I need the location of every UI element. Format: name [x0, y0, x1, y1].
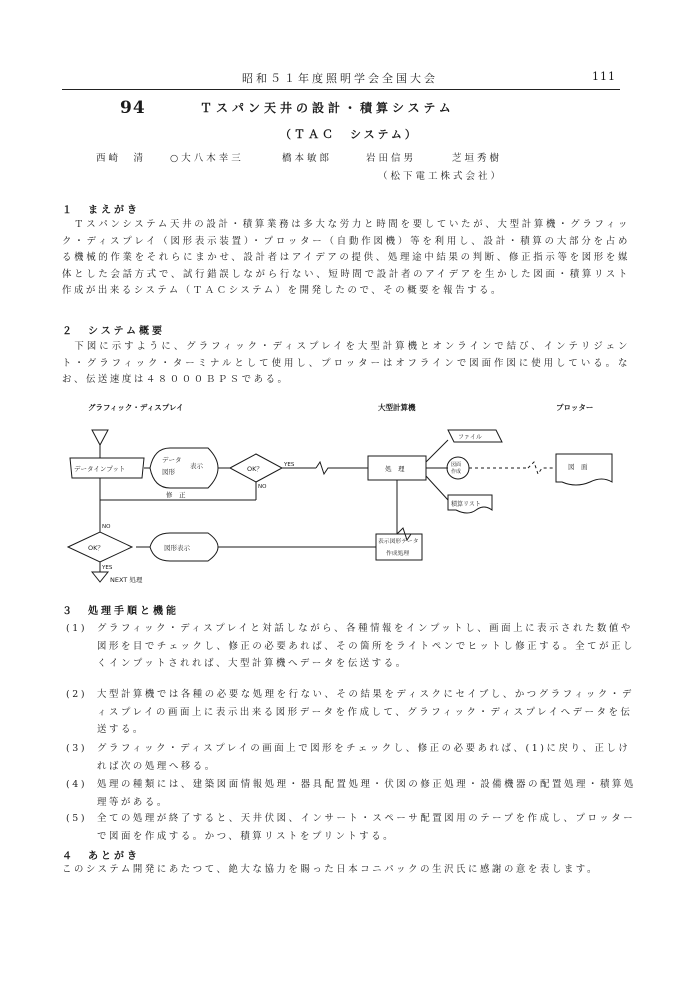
- diagram-fig-display: 図形表示: [164, 544, 190, 552]
- diagram-estimate-list: 積算リスト: [451, 501, 481, 508]
- author: ○大八木幸三: [170, 153, 244, 164]
- diagram-no-1: NO: [258, 484, 267, 490]
- author: 橋本敏郎: [282, 153, 333, 164]
- diagram-label-display: グラフィック・ディスプレイ: [88, 403, 184, 412]
- list-item-text: 大型計算機では各種の必要な処理を行ない、その結果をディスクにセイブし、かつグラフィック・ディスプレイの画面上に表示出来る図形データを作成して、グラフィック・ディスプレイへデータを伝送する。: [97, 689, 634, 735]
- diagram-file: ファイル: [458, 434, 482, 441]
- list-item: [66, 810, 642, 846]
- diagram-data-input: データインプット: [74, 465, 126, 473]
- paper-title: Ｔスパン天井の設計・積算システム: [200, 101, 455, 115]
- paper-number: 94: [120, 98, 146, 118]
- list-item-text: グラフィック・ディスプレイの画面上で図形をチェックし、修正の必要あれば、(1)に戻り、正しければ次の処理へ移る。: [97, 743, 631, 772]
- next-arrow-icon: [92, 572, 108, 582]
- list-item-number: (1): [66, 623, 88, 634]
- data-figure-display-shape: [150, 448, 218, 488]
- affiliation: （松下電工株式会社）: [378, 171, 504, 182]
- list-item-number: (3): [66, 743, 88, 754]
- diagram-label-plotter: プロッター: [556, 403, 594, 412]
- section-heading: ４ あとがき: [62, 851, 140, 862]
- diagram-label-computer: 大型計算機: [378, 403, 416, 412]
- diagram-correction: 修 正: [166, 491, 186, 499]
- system-flow-diagram: [58, 400, 628, 600]
- diagram-yes-1: YES: [284, 462, 295, 468]
- diagram-fig-data-create-2: 作成処理: [386, 551, 410, 557]
- section-paragraph: Ｔスパンシステム天井の設計・積算業務は多大な労力と時間を要していたが、大型計算機・グラフィック・ディスプレイ（図形表示装置）・プロッター（自動作図機）等を利用し、設計・積算の大部分を占める機械的作業をそれらにまかせ、設計者はアイデアの提供、処理途中結果の判断、修正指示等を図形を媒体とした会話方式で、試行錯誤しながら行ない、短時間で設計者のアイデアを生かした図面・積算リスト作成が出来るシステム（ＴＡＣシステム）を開発したので、その概要を報告する。: [62, 219, 630, 296]
- diagram-data-display-3: 表示: [190, 462, 203, 470]
- list-item: [66, 620, 642, 690]
- diagram-ok-2: OK？: [88, 544, 104, 552]
- conference-title: 昭和５１年度照明学会全国大会: [242, 72, 438, 85]
- diagram-fig-data-create-1: 表示図形データ: [378, 539, 419, 545]
- section-heading: ３ 処理手順と機能: [62, 606, 179, 617]
- diagram-drawing: 図 面: [568, 463, 588, 471]
- diagram-drawing-creation-1: 図面: [451, 462, 462, 468]
- drawing-creation-circle: [447, 457, 469, 479]
- author: 岩田信男: [366, 153, 417, 164]
- paper-subtitle: （ＴＡＣ システム）: [280, 128, 419, 141]
- diagram-yes-2: YES: [102, 565, 113, 571]
- section-heading: １ まえがき: [62, 205, 140, 216]
- diagram-drawing-creation-2: 作成: [451, 469, 462, 475]
- page-number: 111: [592, 70, 616, 83]
- diagram-data-display-1: データ: [162, 456, 182, 464]
- list-item: [66, 740, 642, 776]
- list-item-text: グラフィック・ディスプレイと対話しながら、各種情報をインプットし、画面上に表示された数値や図形を目でチェックし、修正の必要あれば、その箇所をライトペンでヒットし修正する。全てが正しくインプットされれば、大型計算機へデータを伝送する。: [97, 623, 636, 669]
- list-item-number: (2): [66, 689, 88, 700]
- header-rule: [62, 89, 620, 90]
- diagram-next: NEXT 処理: [110, 576, 143, 584]
- list-item-text: 処理の種類には、建築図面情報処理・器具配置処理・伏図の修正処理・設備機器の配置処理・積算処理等がある。: [97, 779, 636, 808]
- diagram-data-display-2: 図形: [162, 468, 175, 476]
- section-paragraph: このシステム開発にあたつて、絶大な協力を賜った日本コニパックの生沢氏に感謝の意を表します。: [62, 864, 600, 875]
- list-item: [66, 776, 642, 812]
- section-paragraph: 下図に示すように、グラフィック・ディスプレイを大型計算機とオンラインで結び、インテリジェント・グラフィック・ターミナルとして使用し、プロッターはオフラインで図面作図に使用している。なお、伝送速度は４８０００ＢＰＳである。: [62, 341, 630, 385]
- diagram-no-2: NO: [102, 524, 111, 530]
- list-item-number: (4): [66, 779, 88, 790]
- terminal-triangle-icon: [92, 430, 108, 445]
- section-heading: ２ システム概要: [62, 326, 165, 337]
- list-item-text: 全ての処理が終了すると、天井伏図、インサート・スペーサ配置図用のテープを作成し、プロッターで図面を作成する。かつ、積算リストをプリントする。: [97, 813, 636, 842]
- list-item-number: (5): [66, 813, 88, 824]
- list-item: [66, 686, 642, 742]
- author: 芝垣秀樹: [452, 153, 503, 164]
- diagram-process: 処 理: [385, 465, 405, 473]
- diagram-ok-1: OK？: [247, 465, 263, 473]
- author: 西崎 清: [96, 153, 147, 164]
